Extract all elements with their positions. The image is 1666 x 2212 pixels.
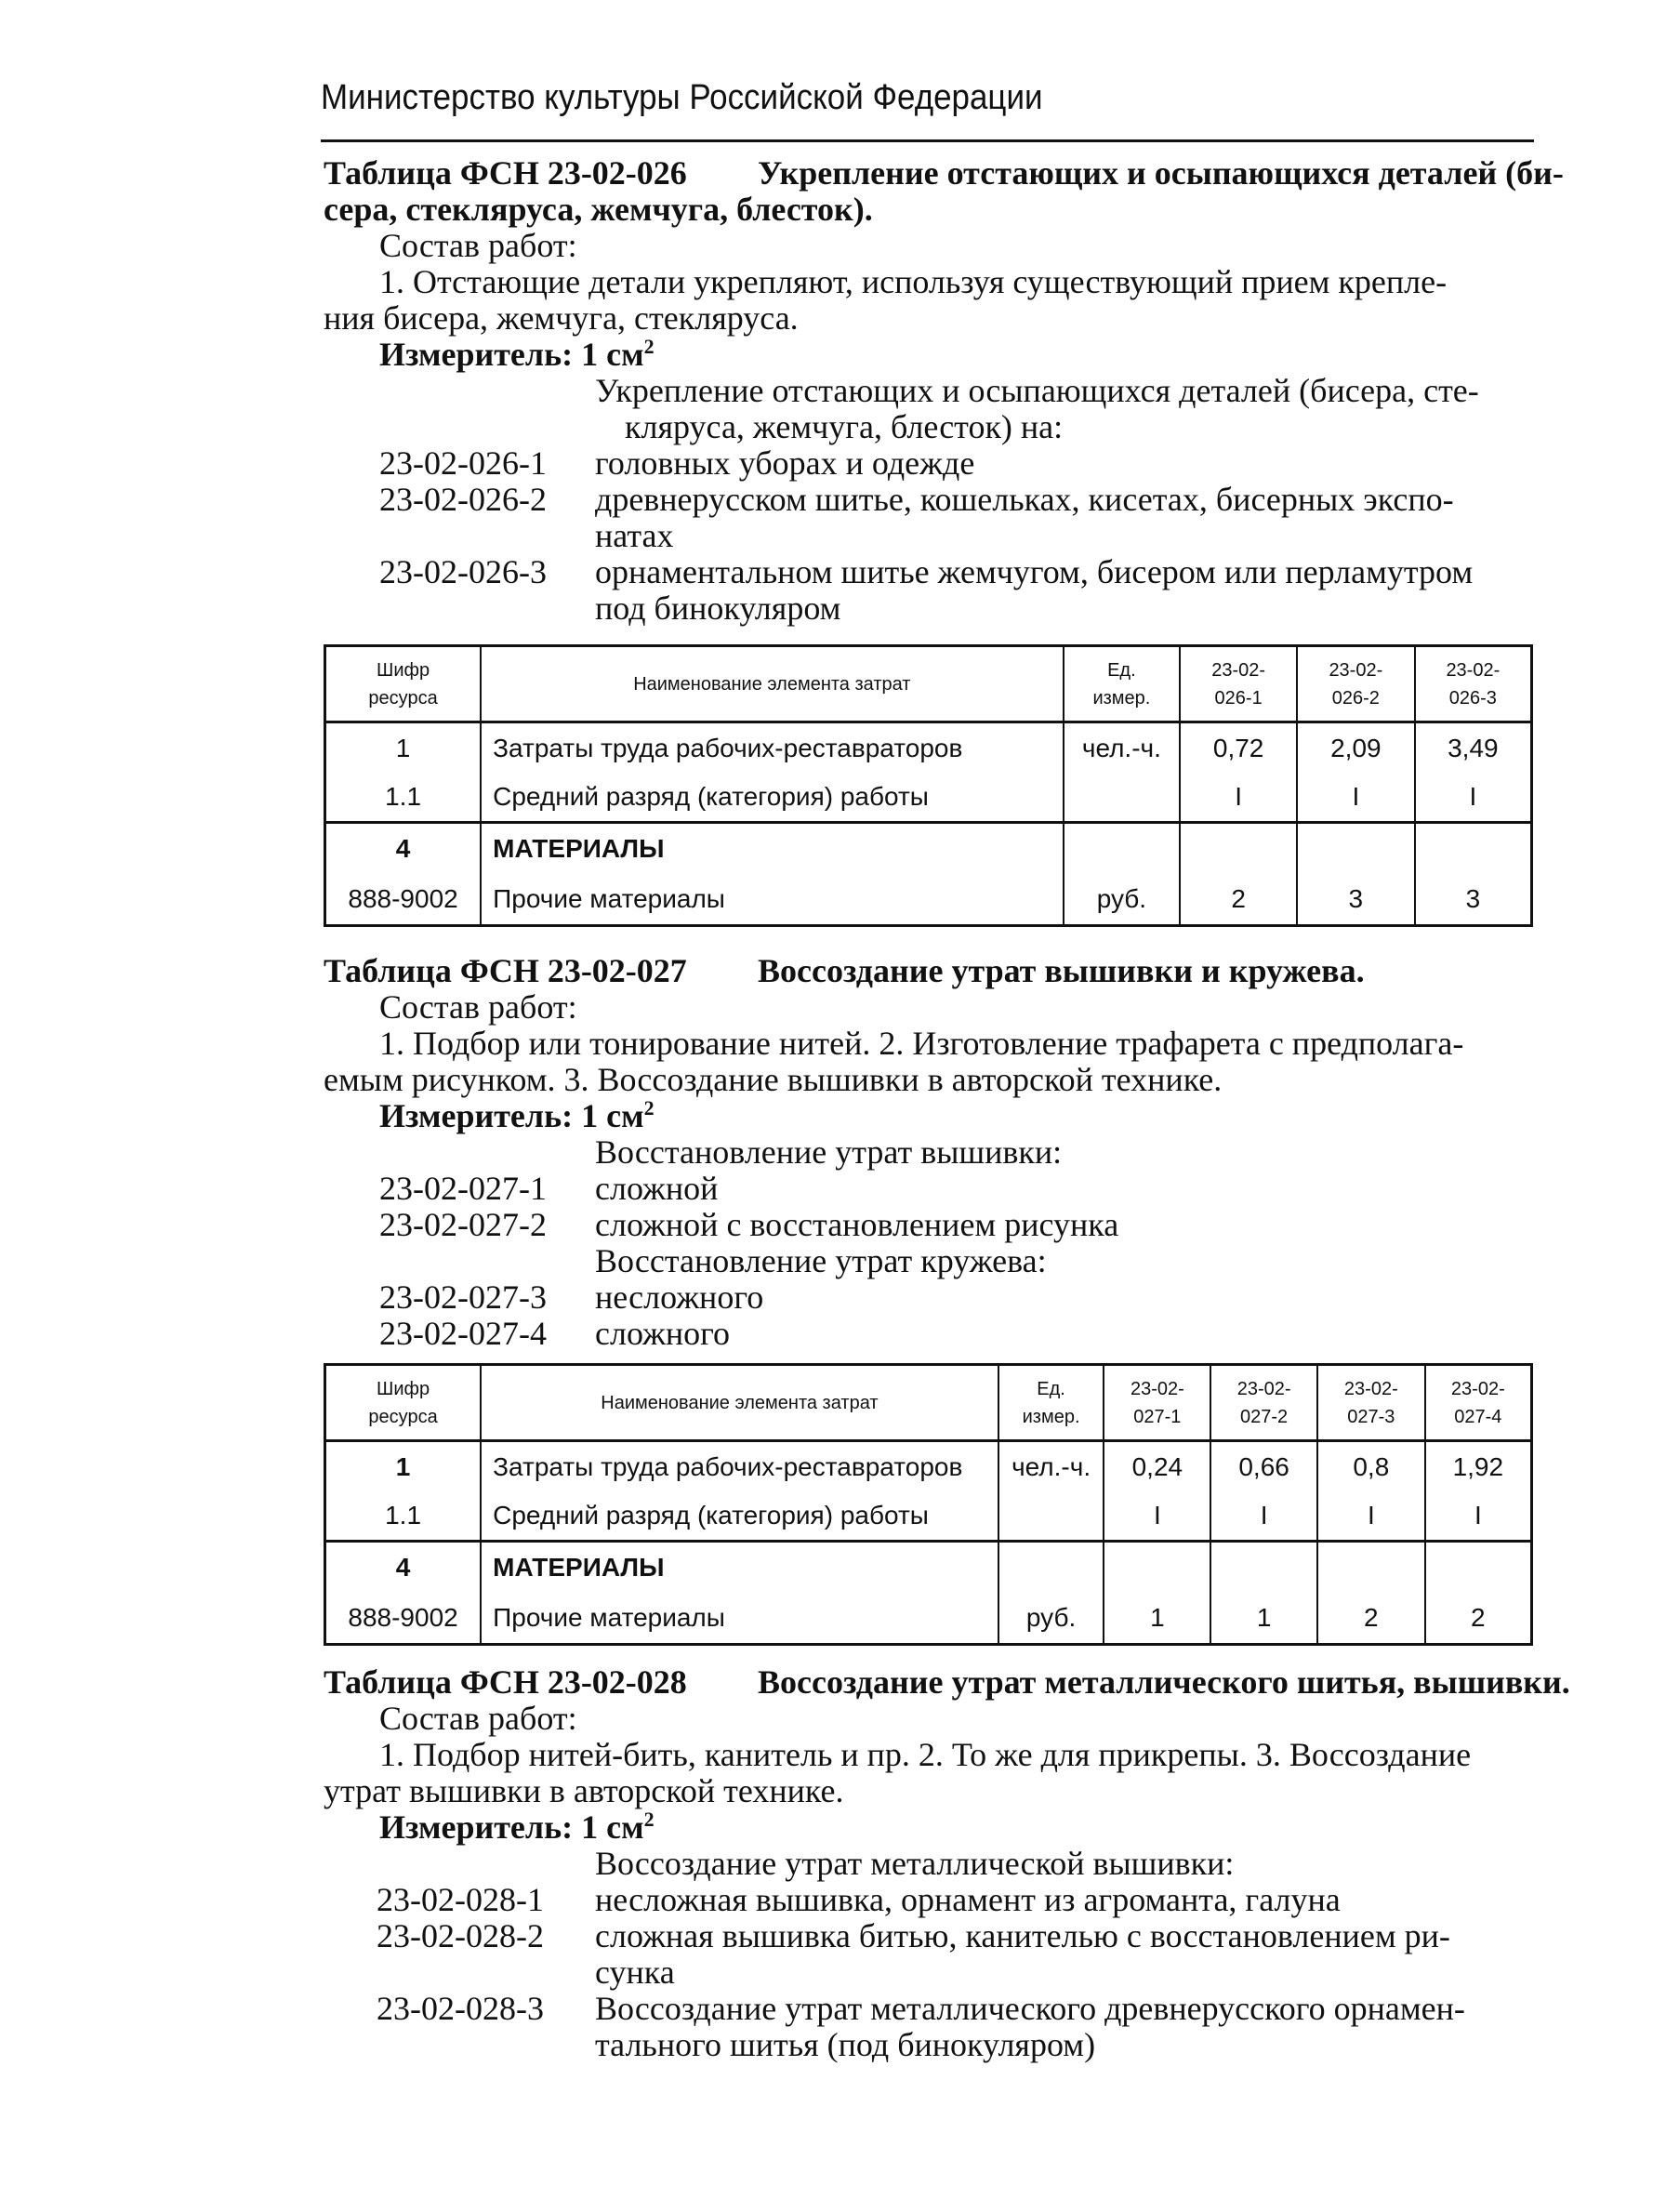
- item-text: головных уборах и одежде: [595, 444, 975, 482]
- work-text-027-line2: емым рисунком. 3. Воссоздание вышивки в авторской технике.: [324, 1061, 1223, 1098]
- cell-value: 3: [1297, 875, 1415, 926]
- cell-value: [1104, 1542, 1210, 1594]
- item-text: сложной: [595, 1170, 719, 1207]
- section-title-028: Воссоздание утрат металлического шитья, вышивки.: [758, 1663, 1570, 1701]
- item-text: Воссоздание утрат металлического древнерусского орнамен-: [595, 1990, 1465, 2027]
- section-title-026-line2: сера, стекляруса, жемчуга, блесток).: [324, 191, 873, 228]
- cell-code: 1: [325, 1441, 482, 1492]
- intro-026-line2: кляруса, жемчуга, блесток) на:: [625, 408, 1064, 445]
- table-row: [325, 1542, 1532, 1594]
- table-label-026: Таблица ФСН 23-02-026: [324, 154, 687, 192]
- cell-value: [1297, 823, 1415, 875]
- table-label-027: Таблица ФСН 23-02-027: [324, 952, 687, 989]
- cell-value: 1: [1210, 1594, 1317, 1645]
- section-title-027: Воссоздание утрат вышивки и кружева.: [758, 952, 1365, 989]
- work-text-028: 1. Подбор нитей-бить, канитель и пр. 2. То же для прикрепы. 3. Воссоздание: [379, 1736, 1472, 1773]
- work-text-028-line2: утрат вышивки в авторской технике.: [324, 1772, 844, 1809]
- item-text: тального шитья (под бинокуляром): [595, 2026, 1096, 2063]
- running-header: Министерство культуры Российской Федерации: [321, 78, 1043, 117]
- cell-value: 2: [1425, 1594, 1532, 1645]
- item-text: древнерусском шитье, кошельках, кисетах, бисерных экспо-: [595, 481, 1454, 518]
- cell-value: 0,8: [1317, 1441, 1425, 1492]
- cell-name: Прочие материалы: [481, 875, 1063, 926]
- work-label-026: Состав работ:: [379, 227, 577, 264]
- table-row: [325, 722, 1532, 774]
- cell-code: 4: [325, 1542, 482, 1594]
- cell-value: I: [1180, 774, 1297, 823]
- work-text-027: 1. Подбор или тонирование нитей. 2. Изготовление трафарета с предполага-: [379, 1025, 1464, 1062]
- cell-value: 1: [1104, 1594, 1210, 1645]
- cell-value: I: [1415, 774, 1532, 823]
- item-text: сложной с восстановлением рисунка: [595, 1206, 1119, 1243]
- cell-value: [1415, 823, 1532, 875]
- col-header-norm: 23-02- 027-1: [1104, 1365, 1210, 1441]
- col-header-norm: 23-02- 026-2: [1297, 646, 1415, 722]
- cell-code: 1: [325, 722, 482, 774]
- cell-value: 0,72: [1180, 722, 1297, 774]
- intro-027-b: Восстановление утрат кружева:: [595, 1242, 1047, 1279]
- cell-code: 1.1: [325, 774, 482, 823]
- header-rule: [321, 139, 1534, 142]
- cell-name: Затраты труда рабочих-реставраторов: [481, 1441, 998, 1492]
- item-text: сунка: [595, 1954, 675, 1991]
- table-label-028: Таблица ФСН 23-02-028: [324, 1663, 687, 1701]
- item-text: сложного: [595, 1315, 731, 1352]
- col-header-norm: 23-02- 027-3: [1317, 1365, 1425, 1441]
- cell-value: 1,92: [1425, 1441, 1532, 1492]
- item-text: несложного: [595, 1278, 764, 1316]
- col-header-norm: 23-02- 027-2: [1210, 1365, 1317, 1441]
- item-code: 23-02-026-1: [379, 444, 547, 482]
- table-row: [325, 1492, 1532, 1542]
- item-code: 23-02-026-2: [379, 481, 547, 518]
- cell-value: 0,24: [1104, 1441, 1210, 1492]
- measure-027: Измеритель: 1 $см^2$: [379, 1096, 654, 1134]
- item-code: 23-02-028-3: [377, 1990, 544, 2027]
- intro-028: Воссоздание утрат металлической вышивки:: [595, 1845, 1235, 1882]
- item-code: 23-02-027-2: [379, 1206, 547, 1243]
- table-row: [325, 823, 1532, 875]
- col-header-norm: 23-02- 026-3: [1415, 646, 1532, 722]
- cell-name: МАТЕРИАЛЫ: [481, 823, 1063, 875]
- work-text-026: 1. Отстающие детали укрепляют, используя существующий прием крепле-: [379, 263, 1448, 300]
- measure-026: Измеритель: 1 $см^2$: [379, 335, 654, 373]
- cell-value: [1317, 1542, 1425, 1594]
- cell-unit: [998, 1542, 1104, 1594]
- intro-026: Укрепление отстающих и осыпающихся деталей (бисера, сте-: [595, 372, 1479, 409]
- resource-table-026: [324, 644, 1533, 927]
- cell-value: 2,09: [1297, 722, 1415, 774]
- col-header-name: Наименование элемента затрат: [481, 646, 1063, 722]
- item-text: натах: [595, 517, 674, 554]
- table-row: [325, 1594, 1532, 1645]
- cell-value: 3,49: [1415, 722, 1532, 774]
- intro-027-a: Восстановление утрат вышивки:: [595, 1133, 1063, 1171]
- col-header-norm: 23-02- 026-1: [1180, 646, 1297, 722]
- col-header-unit: Ед. измер.: [1064, 646, 1181, 722]
- cell-value: 2: [1317, 1594, 1425, 1645]
- cell-name: Прочие материалы: [481, 1594, 998, 1645]
- col-header-code: Шифр ресурса: [325, 646, 482, 722]
- col-header-norm: 23-02- 027-4: [1425, 1365, 1532, 1441]
- cell-code: 888-9002: [325, 875, 482, 926]
- cell-value: [1180, 823, 1297, 875]
- cell-value: 0,66: [1210, 1441, 1317, 1492]
- cell-unit: [1064, 823, 1181, 875]
- resource-table-027: [324, 1363, 1533, 1646]
- cell-value: 2: [1180, 875, 1297, 926]
- cell-name: Затраты труда рабочих-реставраторов: [481, 722, 1063, 774]
- cell-name: Средний разряд (категория) работы: [481, 774, 1063, 823]
- cell-unit: руб.: [1064, 875, 1181, 926]
- col-header-name: Наименование элемента затрат: [481, 1365, 998, 1441]
- cell-code: 888-9002: [325, 1594, 482, 1645]
- cell-value: I: [1425, 1492, 1532, 1542]
- work-label-027: Состав работ:: [379, 988, 577, 1026]
- cell-value: I: [1317, 1492, 1425, 1542]
- cell-unit: чел.-ч.: [998, 1441, 1104, 1492]
- item-text: орнаментальном шитье жемчугом, бисером или перламутром: [595, 553, 1474, 590]
- cell-unit: руб.: [998, 1594, 1104, 1645]
- table-row: [325, 774, 1532, 823]
- cell-value: [1425, 1542, 1532, 1594]
- item-text: несложная вышивка, орнамент из агроманта, галуна: [595, 1881, 1341, 1918]
- cell-name: Средний разряд (категория) работы: [481, 1492, 998, 1542]
- table-row: [325, 1441, 1532, 1492]
- cell-value: [1210, 1542, 1317, 1594]
- cell-name: МАТЕРИАЛЫ: [481, 1542, 998, 1594]
- col-header-unit: Ед. измер.: [998, 1365, 1104, 1441]
- item-code: 23-02-027-1: [379, 1170, 547, 1207]
- cell-value: I: [1210, 1492, 1317, 1542]
- measure-028: Измеритель: 1 $см^2$: [379, 1808, 654, 1846]
- cell-unit: чел.-ч.: [1064, 722, 1181, 774]
- cell-value: I: [1297, 774, 1415, 823]
- item-code: 23-02-027-3: [379, 1278, 547, 1316]
- section-title-026: Укрепление отстающих и осыпающихся деталей (би-: [758, 154, 1564, 192]
- cell-value: I: [1104, 1492, 1210, 1542]
- item-text: сложная вышивка битью, канителью с восстановлением ри-: [595, 1917, 1450, 1954]
- cell-unit: [1064, 774, 1181, 823]
- item-code: 23-02-028-2: [377, 1917, 544, 1954]
- work-label-028: Состав работ:: [379, 1700, 577, 1737]
- work-text-026-line2: ния бисера, жемчуга, стекляруса.: [324, 299, 799, 337]
- col-header-code: Шифр ресурса: [325, 1365, 482, 1441]
- cell-code: 1.1: [325, 1492, 482, 1542]
- item-code: 23-02-028-1: [377, 1881, 544, 1918]
- cell-code: 4: [325, 823, 482, 875]
- item-code: 23-02-027-4: [379, 1315, 547, 1352]
- table-row: [325, 875, 1532, 926]
- item-code: 23-02-026-3: [379, 553, 547, 590]
- cell-unit: [998, 1492, 1104, 1542]
- cell-value: 3: [1415, 875, 1532, 926]
- item-text: под бинокуляром: [595, 589, 841, 627]
